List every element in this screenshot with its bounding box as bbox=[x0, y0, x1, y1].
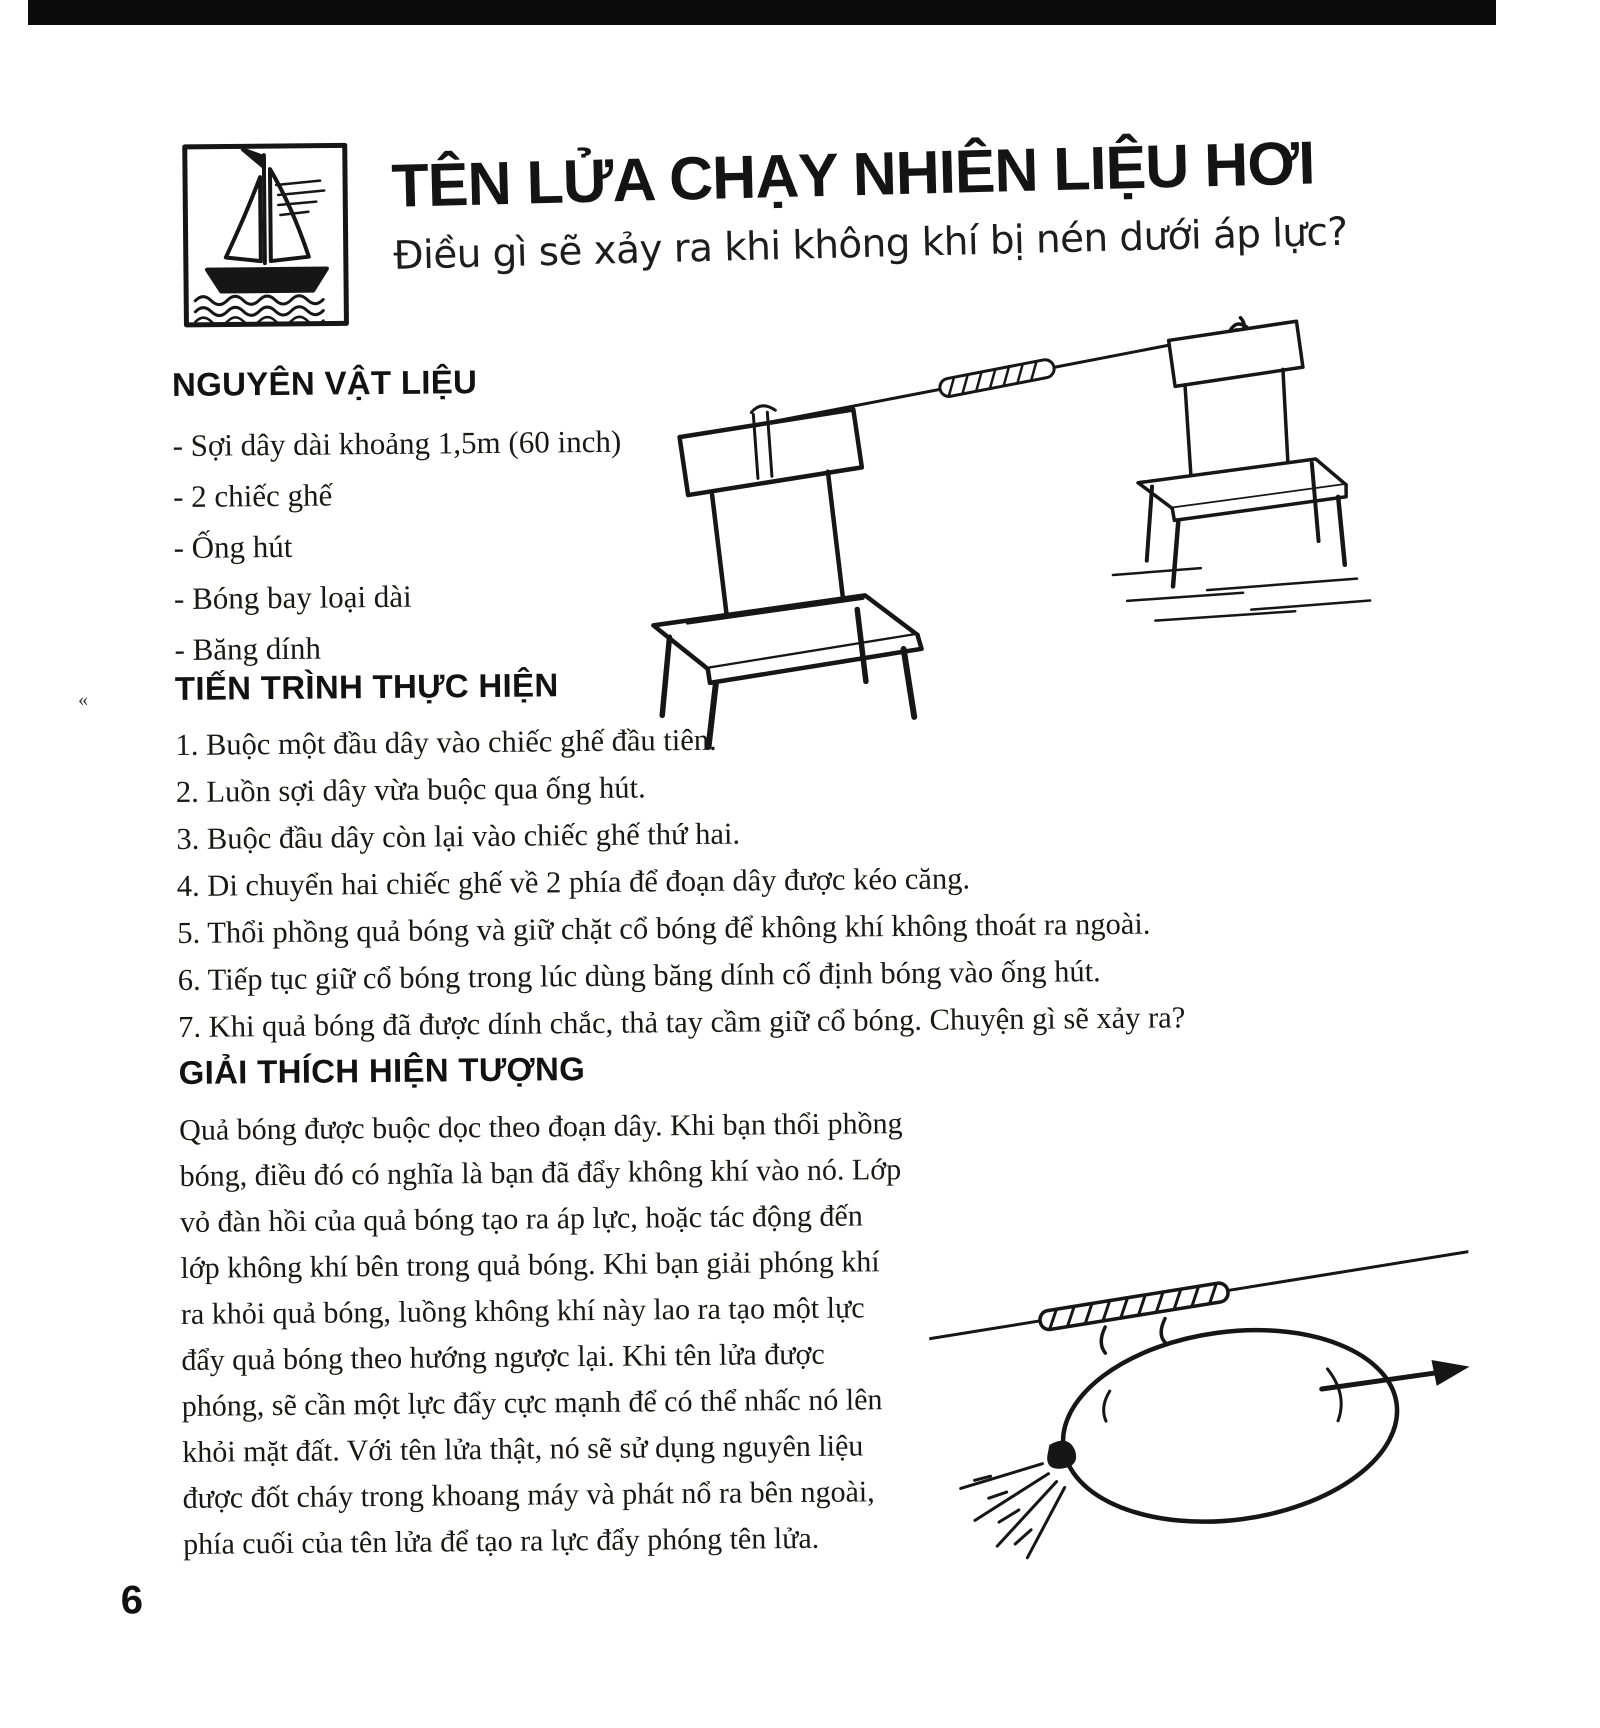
page-subtitle: Điều gì sẽ xảy ra khi không khí bị nén dưới áp lực? bbox=[392, 209, 1348, 279]
explanation-section bbox=[178, 1042, 1431, 1583]
explanation-text: Quả bóng được buộc dọc theo đoạn dây. Khi bạn thổi phồng bóng, điều đó có nghĩa là bạn đã đẩy không khí vào nó. Lớp vỏ đàn hồi của quả bóng tạo ra áp lực, hoặc tác động đến lớp không khí bên trong quả bóng. Khi bạn giải phóng khí ra khỏi quả bóng, luồng không khí này lao ra tạo một lực đẩy quả bóng theo hướng ngược lại. Khi tên lửa được phóng, sẽ cần một lực đẩy cực mạnh để có thể nhấc nó lên khỏi mặt đất. Với tên lửa thật, nó sẽ sử dụng nguyên liệu được đốt cháy trong khoang máy và phát nổ ra bên ngoài, phía cuối của tên lửa để tạo ra lực đẩy phóng tên lửa. bbox=[179, 1107, 903, 1561]
material-item: - Băng dính bbox=[174, 630, 322, 668]
procedure-steps bbox=[175, 710, 1428, 1051]
materials-heading: NGUYÊN VẬT LIỆU bbox=[171, 363, 478, 404]
page-title: TÊN LỬA CHẠY NHIÊN LIỆU HƠI bbox=[390, 128, 1316, 220]
straw-on-string bbox=[938, 358, 1055, 398]
procedure-step: 6. Tiếp tục giữ cổ bóng trong lúc dùng băng dính cố định bóng vào ống hút. bbox=[177, 954, 1101, 997]
material-item: - Sợi dây dài khoảng 1,5m (60 inch) bbox=[172, 423, 622, 464]
scan-speck: « bbox=[77, 688, 89, 711]
procedure-step: 5. Thổi phồng quả bóng và giữ chặt cổ bóng để không khí không thoát ra ngoài. bbox=[177, 906, 1151, 950]
procedure-heading: TIẾN TRÌNH THỰC HIỆN bbox=[174, 666, 559, 707]
material-item: - Ống hút bbox=[173, 528, 293, 566]
sailboat-icon bbox=[180, 140, 352, 330]
procedure-step: 2. Luồn sợi dây vừa buộc qua ống hút. bbox=[175, 770, 646, 809]
procedure-step: 7. Khi quả bóng đã được dính chắc, thả tay cầm giữ cổ bóng. Chuyện gì sẽ xảy ra? bbox=[178, 1000, 1186, 1044]
procedure-step: 3. Buộc đầu dây còn lại vào chiếc ghế thứ hai. bbox=[176, 816, 741, 856]
procedure-step: 4. Di chuyển hai chiếc ghế về 2 phía để đoạn dây được kéo căng. bbox=[176, 861, 971, 903]
material-item: - 2 chiếc ghế bbox=[172, 477, 333, 515]
material-item: - Bóng bay loại dài bbox=[173, 578, 412, 617]
explanation-body bbox=[179, 1096, 1431, 1568]
explanation-heading: GIẢI THÍCH HIỆN TƯỢNG bbox=[178, 1050, 586, 1091]
page-number: 6 bbox=[120, 1578, 144, 1623]
procedure-step: 1. Buộc một đầu dây vào chiếc ghế đầu tiên. bbox=[175, 722, 717, 762]
materials-list bbox=[172, 414, 774, 675]
materials-section bbox=[172, 360, 775, 675]
balloon-jet-illustration bbox=[928, 1236, 1471, 1576]
procedure-section bbox=[175, 658, 1429, 1051]
header bbox=[391, 127, 1454, 279]
